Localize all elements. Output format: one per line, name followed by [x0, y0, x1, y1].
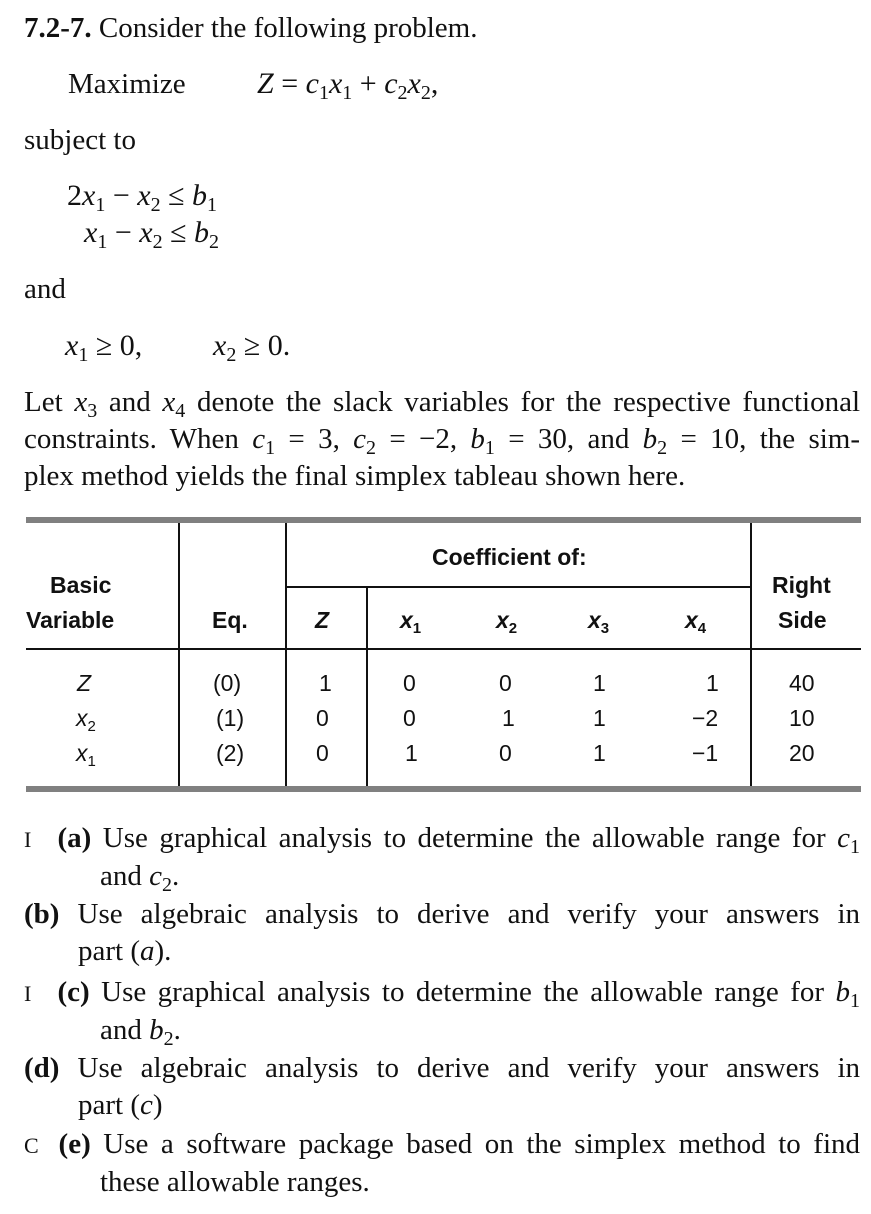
row0-x3: 1	[593, 670, 606, 696]
and-label: and	[24, 273, 66, 305]
row1-x3: 1	[593, 705, 606, 731]
header-eq: Eq.	[212, 607, 248, 633]
row0-x1: 0	[403, 670, 416, 696]
part-c-and: and	[100, 1014, 142, 1046]
row1-z: 0	[316, 705, 329, 731]
row2-basic: $x_1$	[76, 740, 96, 770]
header-x3: $x_3$	[588, 607, 610, 637]
header-x2: $x_2$	[496, 607, 518, 637]
tableau-vline-z	[366, 587, 368, 786]
row1-x1: 0	[403, 705, 416, 731]
nonnegativity-x2: $x_2 \ge 0$.	[213, 329, 291, 366]
row2-x2: 0	[499, 740, 512, 766]
header-z: Z	[315, 607, 330, 633]
part-b-text: Use algebraic analysis to derive and verify your answers in	[77, 898, 861, 930]
row0-x4: 1	[706, 670, 719, 696]
tableau-hline-header	[26, 648, 861, 650]
problem-intro: Consider the following problem.	[98, 12, 478, 44]
part-c-marker: I	[24, 981, 32, 1006]
text-slack-desc: denote the slack variables for the respective functional	[196, 386, 860, 418]
constraint-2: $x_1 - x_2 \le b_2$	[84, 216, 220, 253]
row0-basic: Z	[77, 670, 92, 696]
header-x1: $x_1$	[400, 607, 422, 637]
row0-z: 1	[319, 670, 332, 696]
nonnegativity-x1: $x_1 \ge 0$,	[65, 329, 143, 366]
header-basic: Basic	[50, 572, 112, 598]
text-let: Let	[24, 386, 63, 418]
row1-basic: $x_2$	[76, 705, 96, 735]
part-c	[24, 974, 860, 1049]
part-d-text: Use algebraic analysis to derive and verify your answers in	[77, 1052, 861, 1084]
header-side: Side	[778, 607, 827, 633]
part-d-label: (d)	[24, 1052, 60, 1084]
row0-x2: 0	[499, 670, 512, 696]
part-e-line-1	[24, 1126, 860, 1164]
part-b-line-1	[24, 896, 860, 933]
maximize-label: Maximize	[68, 68, 186, 100]
part-d	[24, 1050, 860, 1124]
row2-eq: (2)	[216, 740, 245, 766]
part-e-text: Use a software package based on the simplex method to find	[103, 1128, 861, 1160]
row0-eq: (0)	[213, 670, 242, 696]
constraint-1: $2x_1 - x_2 \le b_1$	[67, 179, 218, 216]
subject-to-label: subject to	[24, 124, 136, 156]
part-e	[24, 1126, 860, 1201]
part-d-line-1	[24, 1050, 860, 1087]
row1-eq: (1)	[216, 705, 245, 731]
header-coefficient-of: Coefficient of:	[432, 544, 587, 570]
part-d-ref: c	[140, 1089, 153, 1121]
tableau-top-rule	[26, 517, 861, 523]
tableau-bottom-rule	[26, 786, 861, 792]
problem-number: 7.2-7.	[24, 12, 92, 44]
text-constraints-when: constraints. When	[24, 423, 239, 455]
part-b-part-open: part (	[78, 935, 140, 967]
row1-x4: −2	[692, 705, 719, 731]
problem-header	[24, 12, 477, 45]
text-sim: the sim-	[759, 423, 860, 455]
part-a-and: and	[100, 860, 142, 892]
row2-x4: −1	[692, 740, 719, 766]
objective-function: $Z = c_1x_1 + c_2x_2$,	[257, 67, 439, 104]
part-a-label: (a)	[57, 822, 92, 854]
row2-z: 0	[316, 740, 329, 766]
row2-rhs: 20	[789, 740, 815, 766]
part-c-line-2: and $b_2$.	[100, 1014, 181, 1050]
part-d-line-2	[24, 1087, 860, 1124]
row1-rhs: 10	[789, 705, 815, 731]
part-e-label: (e)	[58, 1128, 91, 1160]
row0-rhs: 40	[789, 670, 815, 696]
part-b-line-2	[24, 933, 860, 970]
slack-paragraph	[24, 384, 860, 495]
text-and: and	[108, 386, 151, 418]
tableau-vline-2	[285, 523, 287, 786]
part-b-label: (b)	[24, 898, 60, 930]
text-and-2: and	[587, 423, 630, 455]
header-variable: Variable	[26, 607, 115, 633]
tableau-vline-3	[750, 523, 752, 786]
part-e-marker: C	[24, 1133, 39, 1158]
header-x4: $x_4$	[685, 607, 707, 637]
part-d-part-close: )	[152, 1089, 163, 1121]
row2-x3: 1	[593, 740, 606, 766]
part-e-line-2: these allowable ranges.	[100, 1166, 370, 1198]
row2-x1: 1	[405, 740, 418, 766]
part-a-marker: I	[24, 827, 32, 852]
tableau-vline-1	[178, 523, 180, 786]
slack-line-1: Let $x_3$ and $x_4$ denote the slack variables for the respective functional	[24, 386, 860, 422]
part-c-line-1: I (c) Use graphical analysis to determine the allowable range for $b_1$	[24, 976, 861, 1012]
slack-line-3: plex method yields the final simplex tableau shown here.	[24, 460, 686, 492]
part-c-label: (c)	[57, 976, 90, 1008]
part-b-ref: a	[140, 935, 155, 967]
part-a-line-2: and $c_2$.	[100, 860, 180, 896]
header-right: Right	[772, 572, 831, 598]
part-b	[24, 896, 860, 970]
part-a	[24, 820, 860, 895]
part-d-part-open: part (	[78, 1089, 140, 1121]
tableau-hline-coefficient	[285, 586, 752, 588]
part-a-text: Use graphical analysis to determine the allowable range for	[102, 822, 826, 854]
row1-x2: 1	[502, 705, 515, 731]
slack-line-2: constraints. When $c_1 = 3$, $c_2 = -2$, $b_1 = 30$, and $b_2 = 10$, the sim-	[24, 423, 860, 459]
part-c-text: Use graphical analysis to determine the allowable range for	[101, 976, 825, 1008]
part-a-line-1: I (a) Use graphical analysis to determine the allowable range for $c_1$	[24, 822, 861, 858]
part-b-part-close: ).	[154, 935, 172, 967]
